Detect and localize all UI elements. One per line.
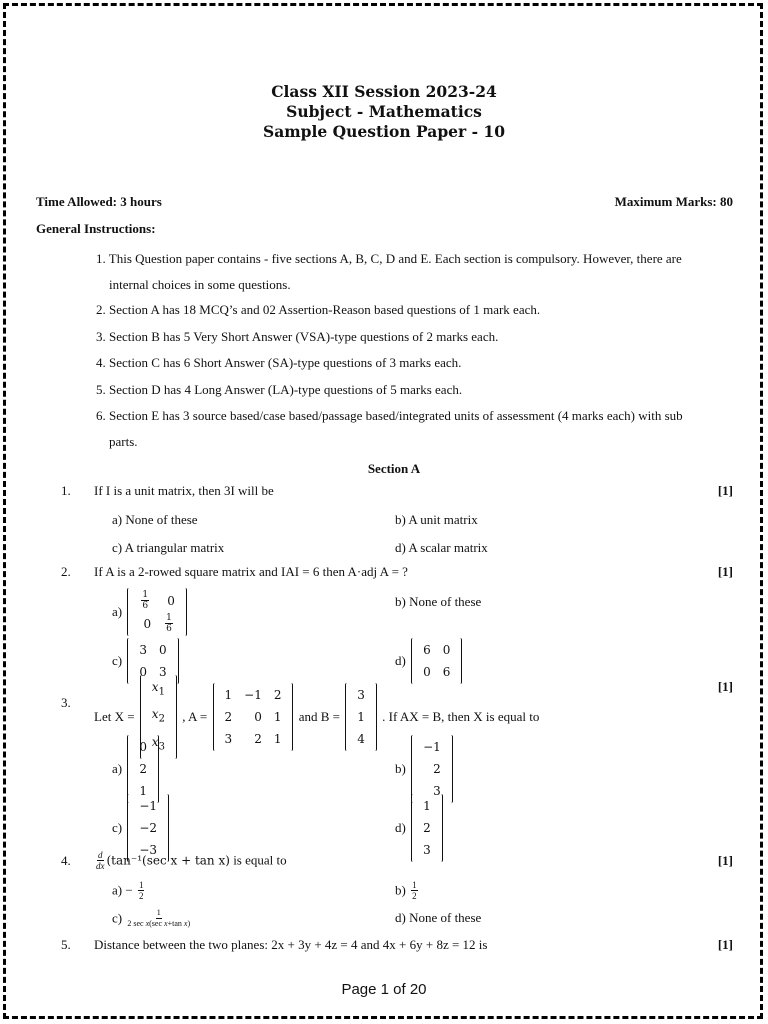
option-b: b) −1 2 3 (395, 735, 455, 803)
question-text: If A is a 2-rowed square matrix and IAI = 6 then A·adj A = ? (94, 564, 408, 579)
derivative-operator: $\frac{d}{dx}$ (96, 850, 105, 871)
instruction-item: 2. Section A has 18 MCQ’s and 02 Assertion-Reason based questions of 1 mark each. (96, 302, 541, 317)
matrix-x: $x_1$ $x_2$ $x_3$ (140, 675, 177, 759)
time-allowed: Time Allowed: 3 hours (36, 194, 162, 209)
question-marks: [1] (717, 937, 733, 952)
matrix-b: 3 1 4 (345, 683, 377, 751)
option-a: a) $\frac{1}{6}$ 0 0 $\frac{1}{6}$ (112, 588, 189, 636)
instruction-item: 5. Section D has 4 Long Answer (LA)-type questions of 5 marks each. (96, 382, 463, 397)
option-a: a) 0 2 1 (112, 735, 161, 803)
section-title: Section A (367, 461, 421, 476)
option-d: d) A scalar matrix (395, 540, 488, 555)
option-c: c) A triangular matrix (112, 540, 225, 555)
matrix: 0 2 1 (127, 735, 159, 803)
option-b: b) $\frac{1}{2}$ (395, 880, 417, 901)
matrix: −1 −2 −3 (127, 794, 169, 862)
matrix: 1 2 3 (411, 794, 443, 862)
instruction-item: internal choices in some questions. (109, 277, 291, 292)
paper-subject: Subject - Mathematics (286, 102, 482, 121)
instruction-item: 3. Section B has 5 Very Short Answer (VSA)-type questions of 2 marks each. (96, 329, 499, 344)
page-number: Page 1 of 20 (341, 981, 427, 998)
question-marks: [1] (717, 564, 733, 579)
matrix: 6 0 0 6 (411, 638, 462, 684)
option-b: b) A unit matrix (395, 512, 478, 527)
option-c: c) −1 −2 −3 (112, 794, 171, 862)
option-a: a) − $\frac{1}{2}$ (112, 880, 144, 901)
matrix: −1 2 3 (411, 735, 453, 803)
matrix-a: 1 −1 2 2 0 1 3 2 1 (213, 683, 294, 751)
paper-title: Sample Question Paper - 10 (263, 122, 505, 141)
option-d: d) 6 0 0 6 (395, 638, 464, 684)
question-number: 1. (61, 483, 71, 498)
question-text: Let X = $x_1$ $x_2$ $x_3$ , A = 1 −1 2 2 0 1 3 2 1 and B = 3 1 4 . If AX = B, then X is equal to (94, 675, 539, 759)
matrix: $\frac{1}{6}$ 0 0 $\frac{1}{6}$ (127, 588, 186, 636)
question-text: $\frac{d}{dx}$ (tan⁻¹(sec x + tan x) is equal to (96, 850, 287, 871)
question-number: 2. (61, 564, 71, 579)
option-b: b) None of these (395, 594, 482, 609)
instruction-item: 4. Section C has 6 Short Answer (SA)-type questions of 3 marks each. (96, 355, 462, 370)
question-marks: [1] (717, 853, 733, 868)
question-text: If I is a unit matrix, then 3I will be (94, 483, 274, 498)
maximum-marks: Maximum Marks: 80 (614, 194, 733, 209)
option-c: c) $\frac{1}{\text{2 sec x(sec x+tan x)}}$ (112, 908, 191, 928)
instructions-title: General Instructions: (36, 221, 156, 236)
option-a: a) None of these (112, 512, 198, 527)
instruction-item: 1. This Question paper contains - five sections A, B, C, D and E. Each section is compulsory. However, there are (96, 251, 682, 266)
option-d: d) 1 2 3 (395, 794, 445, 862)
option-c: c) 3 0 0 3 (112, 638, 181, 684)
instruction-item: 6. Section E has 3 source based/case based/passage based/integrated units of assessment (4 marks each) with sub (96, 408, 683, 423)
question-number: 3. (61, 695, 71, 710)
question-text: Distance between the two planes: 2x + 3y + 4z = 4 and 4x + 6y + 8z = 12 is (94, 937, 488, 952)
question-marks: [1] (717, 679, 733, 694)
instruction-item: parts. (109, 434, 138, 449)
question-number: 5. (61, 937, 71, 952)
question-marks: [1] (717, 483, 733, 498)
matrix: 3 0 0 3 (127, 638, 178, 684)
question-number: 4. (61, 853, 71, 868)
paper-class: Class XII Session 2023-24 (271, 82, 497, 101)
option-d: d) None of these (395, 910, 482, 925)
